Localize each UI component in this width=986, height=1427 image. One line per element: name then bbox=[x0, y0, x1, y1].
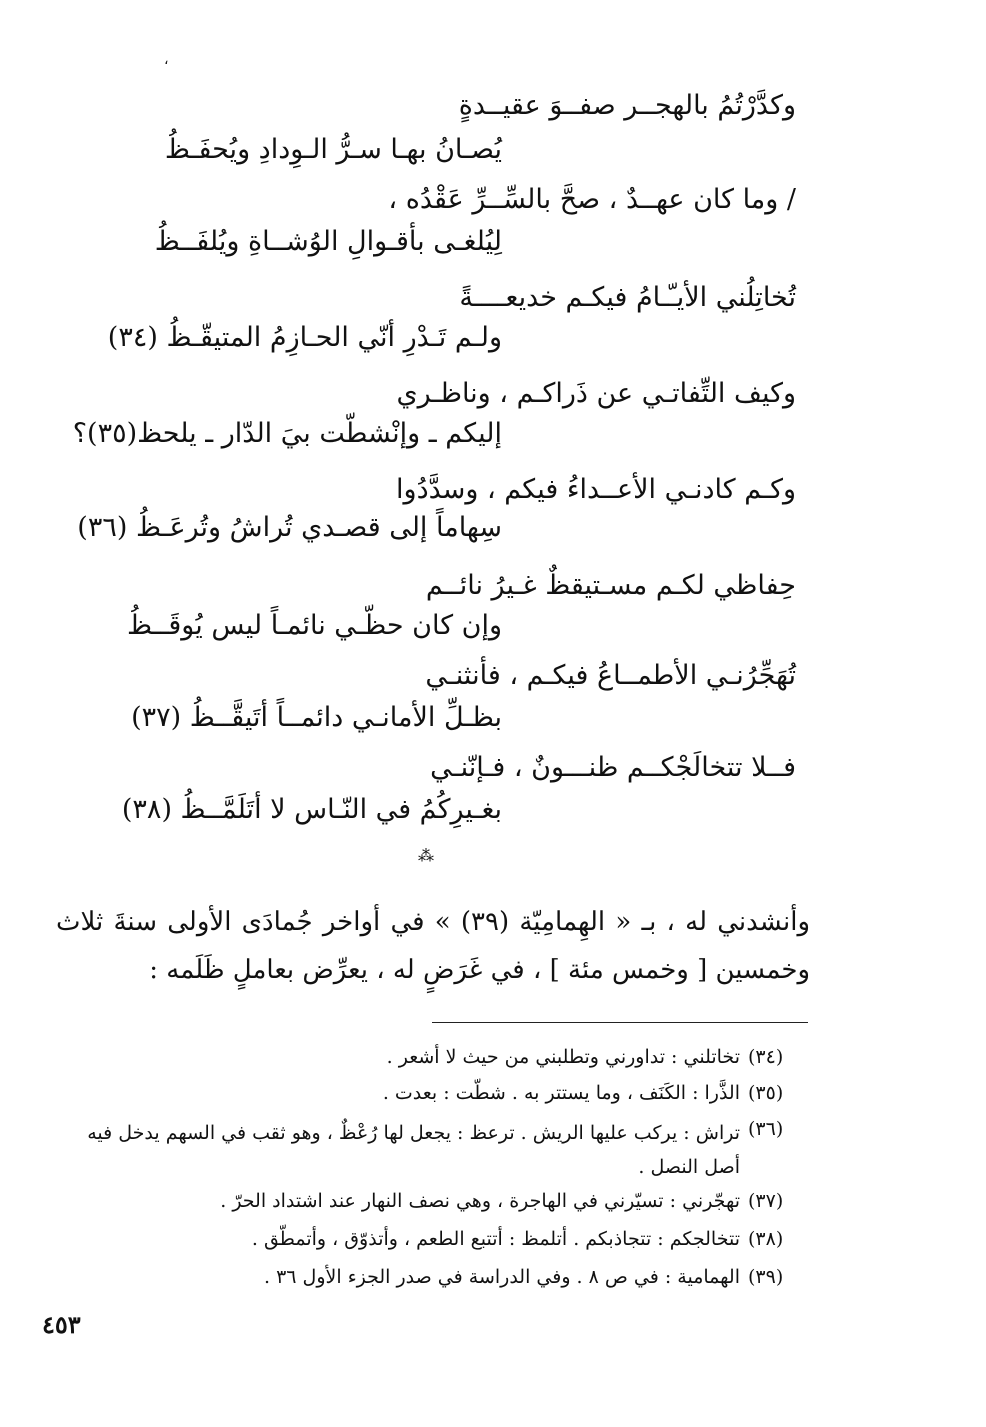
poem-line-8: إليكم ـ وإنْشطّت بيَ الدّار ـ يلحظ(٣٥)؟ bbox=[72, 418, 502, 449]
poem-line-6: ولـم تَـدْرِ أنّي الحـازِمُ المتيقّـظُ (٣٤) bbox=[107, 322, 502, 353]
footnote-rule bbox=[432, 1022, 808, 1023]
footnote-number: (٣٩) bbox=[748, 1266, 784, 1288]
poem-line-10: سِهاماً إلى قصـدي تُراشُ وتُرعَـظُ (٣٦) bbox=[77, 512, 502, 543]
poem-line-9: وكـم كادنـي الأعــداءُ فيكم ، وسدَّدُوا bbox=[396, 474, 796, 505]
poem-line-13: تُهَجِّرُنـي الأطمــاعُ فيكـم ، فأنثنـي bbox=[425, 660, 796, 691]
footnote-text: تهجّرني : تسيّرني في الهاجرة ، وهي نصف النهار عند اشتداد الحرّ . bbox=[220, 1190, 740, 1212]
poem-line-7: وكيف التِّفاتـي عن ذَراكـم ، وناظـري bbox=[396, 378, 796, 409]
section-stars: ⁂ bbox=[418, 846, 432, 865]
footnote-text: الذَّرا : الكَنَف ، وما يستتر به . شطّت : بعدت . bbox=[382, 1082, 740, 1104]
poem-line-1: وكدَّرْتُمُ بالهجــر صفــوَ عقيــدةٍ bbox=[458, 90, 796, 121]
footnote-number: (٣٦) bbox=[748, 1118, 784, 1140]
footnote-text: تتخالجكم : تتجاذبكم . أتلمظ : أتتبع الطعم ، وأتذوّق ، وأتمطّق . bbox=[251, 1228, 740, 1250]
poem-line-3: / وما كان عهــدٌ ، صحَّ بالسِّــرِّ عَقْدُه ، bbox=[388, 184, 796, 215]
footnote-text: تراش : يركب عليها الريش . ترعظ : يجعل لها رُعْظٌ ، وهو ثقب في السهم يدخل فيه أصل النصل . bbox=[87, 1122, 740, 1178]
footnote-text: تخاتلني : تداورني وتطلبني من حيث لا أشعر . bbox=[386, 1046, 740, 1068]
top-mark: ، bbox=[164, 52, 169, 68]
footnote-number: (٣٤) bbox=[748, 1046, 784, 1068]
poem-line-12: وإن كان حظّـي نائمـاً ليس يُوقَــظُ bbox=[126, 610, 502, 641]
poem-line-11: حِفاظي لكـم مسـتيقظٌ غـيرُ نائــم bbox=[425, 570, 796, 601]
prose-paragraph: وأنشدني له ، بـ « الهِمامِيّة (٣٩) » في أواخر جُمادَى الأولى سنةَ ثلاث وخمسين [ وخمس مئة ] ، في غَرَضٍ له ، يعرِّض بعاملٍ ظَلَمه : bbox=[56, 907, 811, 985]
poem-line-2: يُصـانُ بهـا سـرُّ الـوِدادِ ويُحفَـظُ bbox=[164, 134, 502, 165]
footnote-number: (٣٨) bbox=[748, 1228, 784, 1250]
page-number: ٤٥٣ bbox=[42, 1310, 81, 1339]
poem-line-14: بظـلِّ الأمانـي دائمــاً أتَيقَّــظُ (٣٧) bbox=[131, 702, 502, 733]
poem-line-4: لِيُلغـى بأقـوالِ الوُشــاةِ ويُلفَــظُ bbox=[154, 226, 502, 257]
footnote-text: الهمامية : في ص ٨ . وفي الدراسة في صدر الجزء الأول ٣٦ . bbox=[264, 1266, 740, 1288]
poem-line-15: فــلا تتخالَجْكــم ظنـــونٌ ، فـإنّنـي bbox=[430, 752, 796, 783]
footnote-number: (٣٧) bbox=[748, 1190, 784, 1212]
poem-line-16: بغـيرِكُمُ في النّـاس لا أتَلَمَّــظُ (٣٨) bbox=[121, 794, 502, 825]
footnote-number: (٣٥) bbox=[748, 1082, 784, 1104]
poem-line-5: تُخاتِلُني الأيـّـامُ فيكـم خديعــــةً bbox=[459, 282, 796, 313]
